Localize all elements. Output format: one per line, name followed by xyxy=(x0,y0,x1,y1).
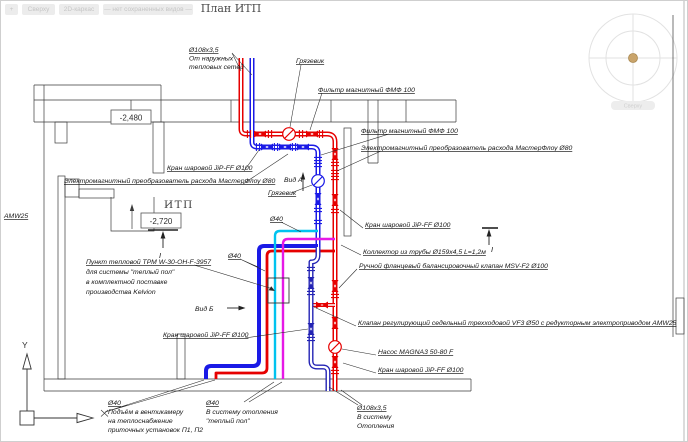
ucs-icon xyxy=(20,354,93,425)
mud-filter-top-label: Грязевик xyxy=(296,58,325,65)
elevation-upper-value: -2,480 xyxy=(119,113,143,123)
ball-valve-heating-label: Кран шаровой JiP-FF Ø100 xyxy=(378,367,464,374)
vent-return-branch xyxy=(206,246,318,379)
y-axis-label: Y xyxy=(22,340,28,350)
inlet-size-label: Ø108x3,5 xyxy=(189,47,219,54)
heat-unit-line2: для системы "теплый пол" xyxy=(86,269,175,276)
viewport-views-button[interactable]: — нет сохраненных видов — xyxy=(104,6,192,13)
heat-unit-line3: в комплектной поставке xyxy=(86,279,168,286)
view-b-arrow xyxy=(227,306,246,311)
opening-arrow-head xyxy=(130,204,134,211)
outlet-floor-size: Ø40 xyxy=(206,400,219,407)
outlet-heating-size: Ø108x3,5 xyxy=(357,405,387,412)
outlet-vent-line4: приточных установок П1, П2 xyxy=(108,427,204,434)
collector-label: Коллектор из трубы Ø159x4,5 L=1,2м xyxy=(363,249,486,256)
annotation-texts xyxy=(3,47,677,434)
actuator-label: AMW25 xyxy=(4,213,29,220)
drawing-canvas xyxy=(1,1,688,442)
pump-loop-pipe xyxy=(311,247,328,391)
flow-meter-left-label: Электромагнитный преобразователь расхода МастерФлоу Ø80 xyxy=(64,178,276,185)
wall-corner xyxy=(79,189,114,198)
pump-symbol xyxy=(329,341,342,354)
heat-unit-line4: производства Kelvion xyxy=(86,289,156,296)
magnetic-filter-2-label: Фильтр магнитный ФМФ 100 xyxy=(361,128,458,135)
compass-center-dot[interactable] xyxy=(629,54,638,63)
outlet-heating-line3: Отопления xyxy=(357,423,395,430)
wall-section xyxy=(58,176,65,379)
section-right-label: I xyxy=(491,245,494,254)
compass-view-label: Сверху xyxy=(623,103,643,110)
return-pipe-main xyxy=(252,58,318,247)
pipework xyxy=(206,58,335,391)
wall-section-right xyxy=(676,298,684,334)
wall-pier xyxy=(153,122,164,173)
mud-filter-symbol xyxy=(283,128,296,141)
section-mark-left xyxy=(148,230,178,260)
view-b-label: Вид Б xyxy=(195,306,214,313)
ball-valve-mid-label: Кран шаровой JiP-FF Ø100 xyxy=(365,222,451,229)
wall-pier xyxy=(55,122,67,143)
flow-meter-right-label: Электромагнитный преобразователь расхода МастерФлоу Ø80 xyxy=(361,145,573,152)
pump-label: Насос MAGNA3 50-80 F xyxy=(378,349,454,356)
inlet-line3: тепловых сетей xyxy=(189,64,244,71)
dn40-riser-label: Ø40 xyxy=(270,216,283,223)
mud-filter-mid-label: Грязевик xyxy=(268,190,297,197)
elevation-room-value: -2,720 xyxy=(149,217,173,226)
wall-pier xyxy=(177,334,185,379)
heat-unit-line1: Пункт тепловой ТРМ W-30-OH-F-3957 xyxy=(86,259,212,266)
balancing-valve-label: Ручной фланцевый балансировочный клапан MSV-F2 Ø100 xyxy=(359,263,548,270)
building-walls xyxy=(34,15,684,391)
wall-ladder-section xyxy=(344,128,351,236)
outlet-floor-line2: В систему отопления xyxy=(206,409,278,416)
mud-filter-symbol-2 xyxy=(312,175,325,188)
section-left-label: I xyxy=(159,251,162,260)
viewport-style-button[interactable]: 2D-каркас xyxy=(59,4,99,15)
drawing-title: План ИТП xyxy=(200,2,262,15)
outlet-vent-size: Ø40 xyxy=(108,400,121,407)
outlet-floor-line3: "теплый пол" xyxy=(206,418,250,425)
outlet-vent-line2: Подъём в вентикамеру xyxy=(108,409,184,416)
outlet-heating-line2: В систему xyxy=(357,414,392,421)
supply-pipe-main xyxy=(241,58,335,391)
viewport-plus-button[interactable]: + xyxy=(5,4,18,15)
leader-lines xyxy=(101,53,389,417)
outlet-vent-line3: на теплоснабжение xyxy=(108,418,173,425)
inlet-line2: От наружных xyxy=(189,55,234,63)
navigation-compass[interactable] xyxy=(589,14,677,110)
ball-valve-supply-label: Кран шаровой JiP-FF Ø100 xyxy=(167,165,253,172)
supply-pipe-core xyxy=(241,58,335,391)
control-valve-label: Клапан регулирующий седельный трехходовой VF3 Ø50 с редукторным электроприводом AMW25 xyxy=(358,320,677,327)
room-label: ИТП xyxy=(164,199,194,211)
return-pipe-core xyxy=(252,58,318,247)
viewport-view-button[interactable]: Сверху xyxy=(22,4,55,15)
view-a-label: Вид А xyxy=(284,177,303,184)
magnetic-filter-1-label: Фильтр магнитный ФМФ 100 xyxy=(318,87,415,94)
ball-valve-floor-label: Кран шаровой JiP-FF Ø100 xyxy=(163,332,249,339)
dn40-unit-label: Ø40 xyxy=(228,253,241,260)
